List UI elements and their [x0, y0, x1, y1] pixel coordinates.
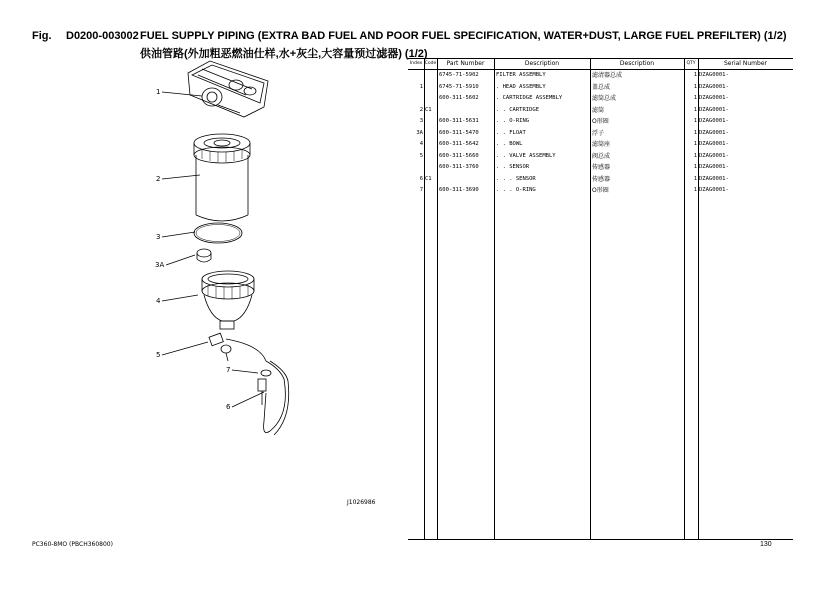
cell-description-en: . . BOWL [496, 141, 523, 147]
cell-description-en: . . . O-RING [496, 187, 536, 193]
header-description-cn: Description [619, 60, 655, 67]
cell-qty: 1 [693, 95, 697, 101]
cell-qty: 1 [693, 175, 697, 182]
cell-qty: 1 [693, 152, 697, 159]
figure-code: D0200-003002 [66, 30, 139, 42]
leader-line-2 [162, 175, 200, 179]
leader-line-6 [232, 392, 264, 407]
cell-serial-number: DZAG0001- [699, 187, 729, 193]
cell-part-number: 600-311-5660 [439, 152, 479, 159]
sensor-hose-drawing [226, 339, 289, 435]
cell-description-cn: O形圈 [592, 118, 609, 125]
leader-line-7 [232, 370, 258, 373]
table-row [408, 82, 793, 94]
cell-description-en: . CARTRIDGE ASSEMBLY [496, 95, 563, 101]
cell-serial-number: DZAG0001- [699, 106, 729, 113]
cell-code: C1 [425, 106, 432, 113]
leader-line-4 [162, 295, 198, 301]
cell-description-en: . . O-RING [496, 118, 530, 124]
cell-index: 1 [419, 83, 423, 90]
cell-serial-number: DZAG0001- [699, 141, 729, 147]
cell-description-en: . . . SENSOR [496, 175, 536, 182]
leader-line-3 [162, 232, 195, 237]
cell-description-cn: 滤筒总成 [592, 95, 617, 102]
machine-model: PC360-8MO (PBCH360800) [32, 541, 113, 548]
cell-part-number: 600-311-5642 [439, 141, 479, 147]
cell-description-cn: 传感器 [592, 175, 611, 183]
cell-index: 6 [419, 175, 423, 182]
table-row [408, 105, 793, 117]
exploded-parts-diagram [140, 55, 390, 515]
cell-part-number: 600-311-5602 [439, 95, 479, 101]
table-row [408, 128, 793, 140]
cell-description-cn: 阀总成 [592, 152, 611, 160]
cell-description-cn: 盖总成 [592, 83, 611, 91]
cell-index: 2 [419, 106, 423, 113]
table-row [408, 162, 793, 174]
callout-7: 7 [226, 366, 231, 374]
cell-serial-number: DZAG0001- [699, 164, 729, 170]
cell-description-cn: O形圈 [592, 187, 609, 194]
page-title: FUEL SUPPLY PIPING (EXTRA BAD FUEL AND POOR FUEL SPECIFICATION, WATER+DUST, LARGE FUEL PREFILTER) (1/2) [140, 30, 787, 42]
header-description-en: Description [524, 60, 560, 67]
cell-qty: 1 [693, 187, 697, 193]
cell-part-number: 600-311-5631 [439, 118, 479, 124]
cell-description-en: . . CARTRIDGE [496, 106, 540, 113]
cell-qty: 1 [693, 72, 697, 78]
table-row [408, 139, 793, 151]
cell-serial-number: DZAG0001- [699, 72, 729, 78]
cell-description-en: . . SENSOR [496, 164, 530, 170]
cell-serial-number: DZAG0001- [699, 175, 729, 182]
cell-description-cn: 滤筒座 [592, 141, 611, 148]
cell-index: 5 [419, 152, 423, 159]
header-qty: QTY [686, 61, 696, 66]
cell-part-number: 6745-71-5910 [439, 83, 479, 90]
cell-serial-number: DZAG0001- [699, 83, 729, 90]
bowl-drawing [202, 271, 254, 329]
callout-5: 5 [156, 351, 161, 359]
cell-qty: 1 [693, 141, 697, 147]
cell-description-cn: 浮子 [592, 129, 605, 137]
cell-index: 4 [419, 141, 423, 147]
cell-index: 7 [419, 187, 423, 193]
header-code: Code [424, 61, 437, 66]
table-row [408, 174, 793, 186]
cell-part-number: 600-311-5470 [439, 129, 479, 136]
table-row [408, 116, 793, 128]
head-assembly-drawing [188, 61, 268, 117]
parts-table [408, 58, 793, 540]
callout-4: 4 [156, 297, 161, 305]
header-index: Index [409, 61, 423, 66]
header-part-number: Part Number [446, 60, 485, 67]
cell-serial-number: DZAG0001- [699, 118, 729, 124]
leader-line-3a [166, 255, 195, 265]
callout-3: 3 [156, 233, 161, 241]
cell-code: C1 [425, 175, 432, 182]
cell-serial-number: DZAG0001- [699, 95, 729, 101]
float-drawing [197, 249, 211, 262]
table-header-row [408, 59, 793, 70]
page-subtitle-chinese: 供油管路(外加粗恶燃油仕样,水+灰尘,大容量预过滤器) (1/2) [140, 48, 428, 60]
cell-index: 3 [419, 118, 423, 124]
header-serial-number: Serial Number [724, 60, 767, 67]
callout-6: 6 [226, 403, 231, 411]
callout-3a: 3A [155, 261, 165, 269]
table-row [408, 185, 793, 197]
cell-description-cn: 滤筒 [592, 106, 605, 114]
page-number: 130 [760, 541, 772, 548]
cell-qty: 1 [693, 118, 697, 124]
cell-serial-number: DZAG0001- [699, 152, 729, 159]
cell-description-cn: 传感器 [592, 164, 611, 171]
valve-drawing [209, 333, 231, 361]
o-ring-drawing [194, 223, 242, 243]
cell-description-en: . . FLOAT [496, 129, 526, 136]
cell-description-en: . . VALVE ASSEMBLY [496, 152, 556, 159]
cell-part-number: 600-311-3760 [439, 164, 479, 170]
figure-label: Fig. [32, 30, 52, 42]
cell-part-number: 6745-71-5902 [439, 72, 479, 78]
cell-serial-number: DZAG0001- [699, 129, 729, 136]
cell-index: 3A [416, 129, 423, 136]
leader-line-5 [162, 342, 208, 355]
table-row [408, 151, 793, 163]
illustration-id: J1026986 [347, 499, 376, 506]
table-row [408, 93, 793, 105]
cell-description-en: . HEAD ASSEMBLY [496, 83, 546, 90]
table-row [408, 70, 793, 82]
callout-1: 1 [156, 88, 161, 96]
cell-part-number: 600-311-3690 [439, 187, 479, 193]
cell-description-en: FILTER ASSEMBLY [496, 72, 546, 78]
cell-qty: 1 [693, 83, 697, 90]
cartridge-drawing [194, 134, 250, 221]
cell-description-cn: 滤清器总成 [592, 72, 623, 79]
callout-2: 2 [156, 175, 161, 183]
cell-qty: 1 [693, 164, 697, 170]
cell-qty: 1 [693, 129, 697, 136]
leader-line-1 [162, 92, 202, 96]
cell-qty: 1 [693, 106, 697, 113]
